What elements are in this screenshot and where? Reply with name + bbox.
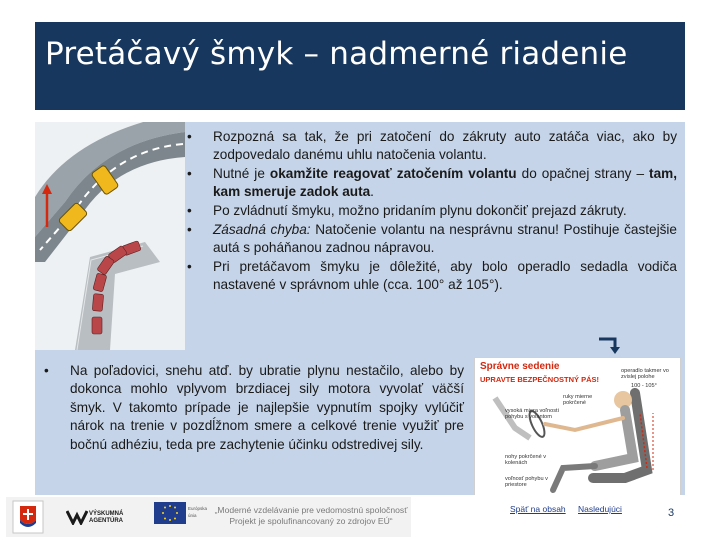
knees-label: nohy pokrčené v kolenách <box>505 454 547 467</box>
angle-label: 100 - 105° <box>631 383 657 389</box>
title-bar <box>35 22 685 110</box>
skid-diagram <box>35 122 185 350</box>
agency-logo-icon <box>66 509 88 525</box>
bullet-icon: • <box>187 203 192 219</box>
footer <box>0 495 720 540</box>
backrest-label: operadlo takmer vo zvislej polohe <box>621 368 669 381</box>
figure-subtitle: UPRAVTE BEZPEČNOSTNÝ PÁS! <box>480 375 600 384</box>
figure-title: Správne sedenie <box>480 361 560 372</box>
bullet-icon: • <box>187 259 192 275</box>
bullet-icon: • <box>187 129 192 144</box>
bullet-icon: • <box>44 363 49 378</box>
footer-logo-strip <box>6 497 411 537</box>
eu-label: Európska únia <box>188 506 208 518</box>
list-item: • Zásadná chyba: Natočenie volantu na nesprávnu stranu! Postihuje častejšie autá s poháňanou zadnou nápravou. <box>187 221 677 256</box>
list-item: • Na poľadovici, snehu atď. by ubratie plynu nestačilo, alebo by dokonca mohlo vplyvom brzdiacej sily motora vyvolať väčší šmyk. V takomto prípade je najlepšie vypnutím spojky vylúčiť nárok na trenie v pozdĺžnom smere a celkové trenie využiť pre bočnú adhéziu, teda pre zachytenie účinku odstredivej sily. <box>44 363 464 452</box>
bullet-icon: • <box>187 221 192 237</box>
bullet-icon: • <box>187 166 192 182</box>
page-number: 3 <box>668 507 675 519</box>
slide-title: Pretáčavý šmyk – nadmerné riadenie <box>45 36 628 72</box>
project-notice: „Moderné vzdelávanie pre vedomostnú spoločnosť Projekt je spolufinancovaný zo zdrojov EÚ“ <box>214 505 408 526</box>
list-item: • Nutné je okamžite reagovať zatočením volantu do opačnej strany – tam, kam smeruje zadok auta. <box>187 166 677 200</box>
feet-label: voľnosť pohybu v priestore <box>505 476 548 489</box>
height-label: vysoká miera voľnosti pohybu s volantom <box>505 408 559 421</box>
list-item: • Po zvládnutí šmyku, možno pridaním plynu dokončiť prejazd zákruty. <box>187 202 677 220</box>
seating-figure <box>474 357 681 499</box>
eu-flag-icon <box>154 502 186 524</box>
bullet-list-top <box>187 128 677 295</box>
list-item: • Rozpozná sa tak, že pri zatočení do zákruty auto zatáča viac, ako by zodpovedalo danému uhlu natočenia volantu. <box>187 129 677 163</box>
hands-label: ruky mierne pokrčené <box>563 394 593 407</box>
back-to-contents-link[interactable]: Späť na obsah <box>510 504 566 514</box>
next-slide-link[interactable]: Nasledujúci <box>578 504 622 514</box>
arrow-down-icon <box>597 335 621 355</box>
ministry-logo-icon <box>8 498 48 536</box>
list-item: • Pri pretáčavom šmyku je dôležité, aby bolo operadlo sedadla vodiča nastavené v správnom uhle (cca. 100° až 105°). <box>187 259 677 293</box>
bullet-list-bottom <box>44 362 464 454</box>
agency-logo-text: VÝSKUMNÁ AGENTÚRA <box>89 511 124 524</box>
skid-illustration <box>35 122 185 350</box>
